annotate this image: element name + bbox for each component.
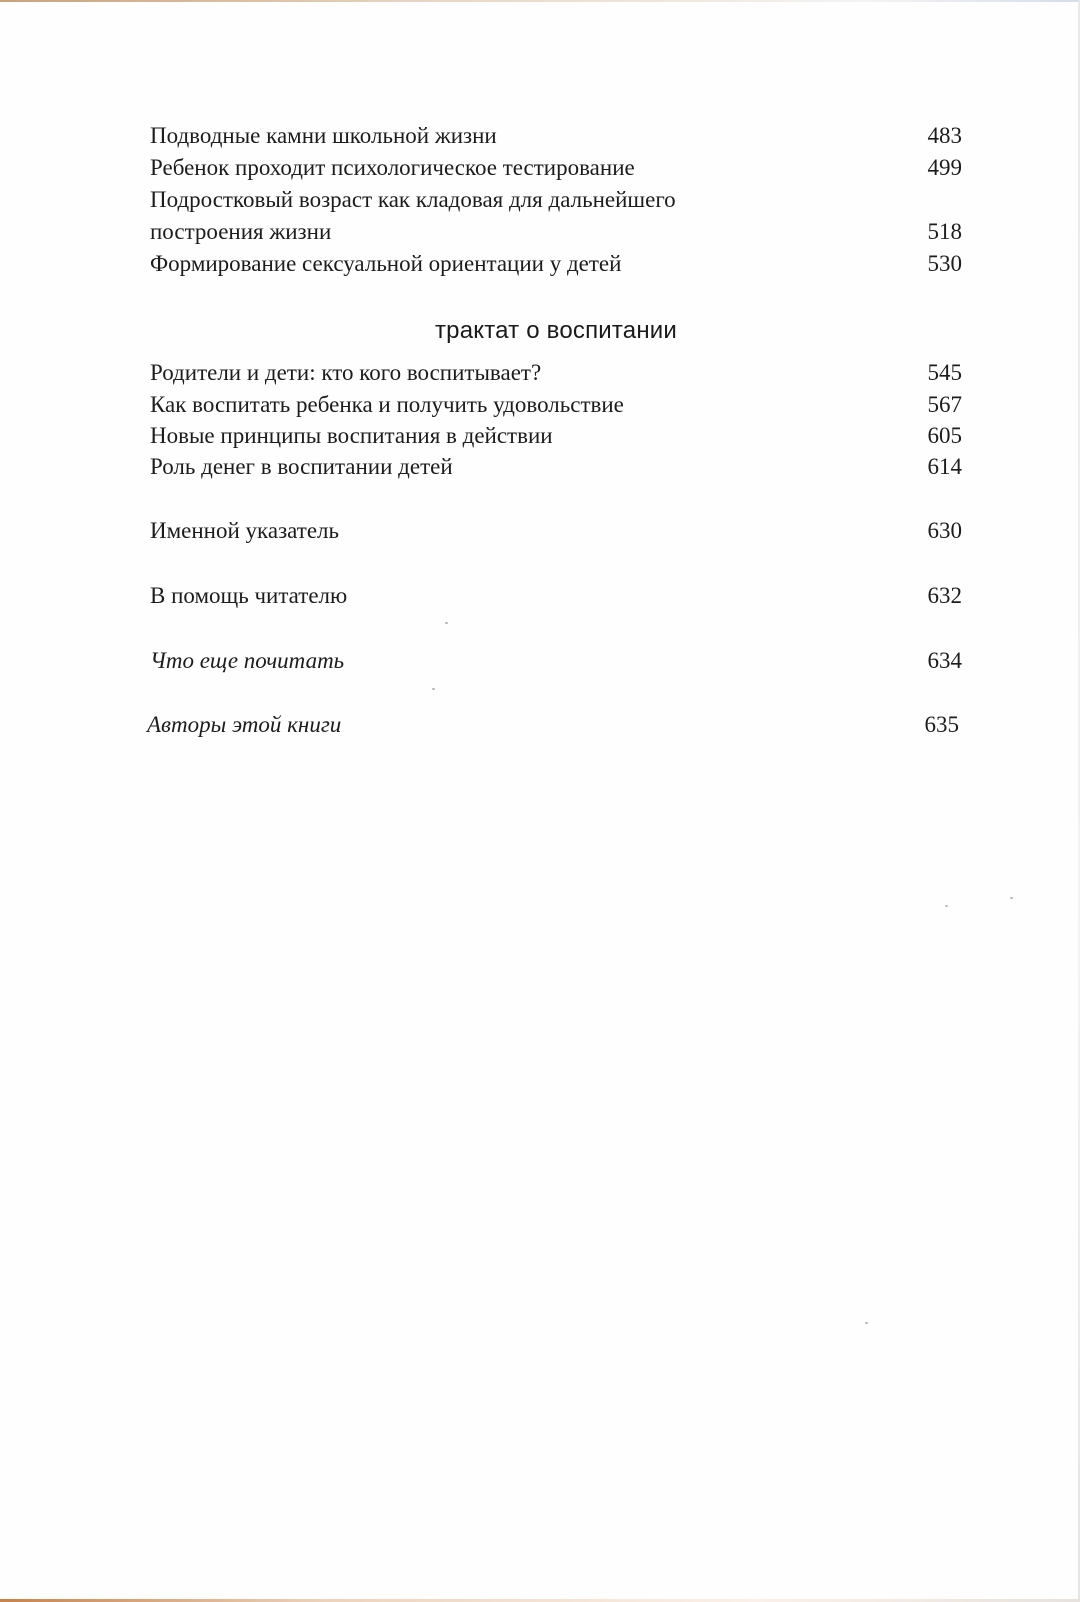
toc-entry[interactable]	[150, 248, 962, 280]
toc-entry-title: Родители и дети: кто кого воспитывает?	[150, 360, 542, 385]
toc-entry-page: 530	[927, 251, 962, 276]
toc-entry-title: построения жизни	[150, 219, 332, 244]
toc-entry-reader-help[interactable]	[150, 580, 962, 612]
toc-entry-line2[interactable]	[150, 216, 962, 248]
toc-entry[interactable]	[150, 357, 962, 389]
toc-entry-line1[interactable]	[150, 184, 962, 216]
toc-entry-name-index[interactable]	[150, 515, 962, 547]
section-heading: трактат о воспитании	[434, 317, 678, 344]
toc-entry-authors[interactable]	[147, 709, 959, 741]
toc-entry-page: 635	[924, 712, 959, 737]
toc-entry-title: Формирование сексуальной ориентации у детей	[150, 251, 622, 276]
toc-entry-page: 483	[927, 123, 962, 148]
toc-entry-title: Что еще почитать	[150, 648, 345, 673]
toc-entry-title: Авторы этой книги	[147, 712, 342, 737]
toc-entry-title: Ребенок проходит психологическое тестирование	[150, 155, 635, 180]
toc-entry-page: 545	[927, 360, 962, 385]
toc-entry-title: В помощь читателю	[150, 583, 348, 608]
toc-entry[interactable]	[150, 420, 962, 452]
toc-entry-further-reading[interactable]	[150, 645, 962, 677]
toc-entry-title: Роль денег в воспитании детей	[150, 454, 453, 479]
toc-entry-page: 634	[927, 648, 962, 673]
toc-entry[interactable]	[150, 152, 962, 184]
toc-entry-title: Как воспитать ребенка и получить удовольствие	[150, 392, 624, 417]
toc-entry-title: Именной указатель	[150, 518, 340, 543]
toc-entry[interactable]	[150, 451, 962, 483]
toc-entry-page: 518	[927, 219, 962, 244]
toc-entry-page: 499	[927, 155, 962, 180]
toc-entry-title: Подростковый возраст как кладовая для дальнейшего	[150, 187, 676, 212]
toc-entry[interactable]	[150, 120, 962, 152]
toc-entry-page: 605	[927, 423, 962, 448]
toc-entry-title: Подводные камни школьной жизни	[150, 123, 497, 148]
toc-entry-title: Новые принципы воспитания в действии	[150, 423, 553, 448]
toc-entry-page: 632	[927, 583, 962, 608]
toc-entry-page: 630	[927, 518, 962, 543]
toc-entry-page: 567	[927, 392, 962, 417]
toc-entry[interactable]	[150, 389, 962, 421]
toc-entry-page: 614	[927, 454, 962, 479]
